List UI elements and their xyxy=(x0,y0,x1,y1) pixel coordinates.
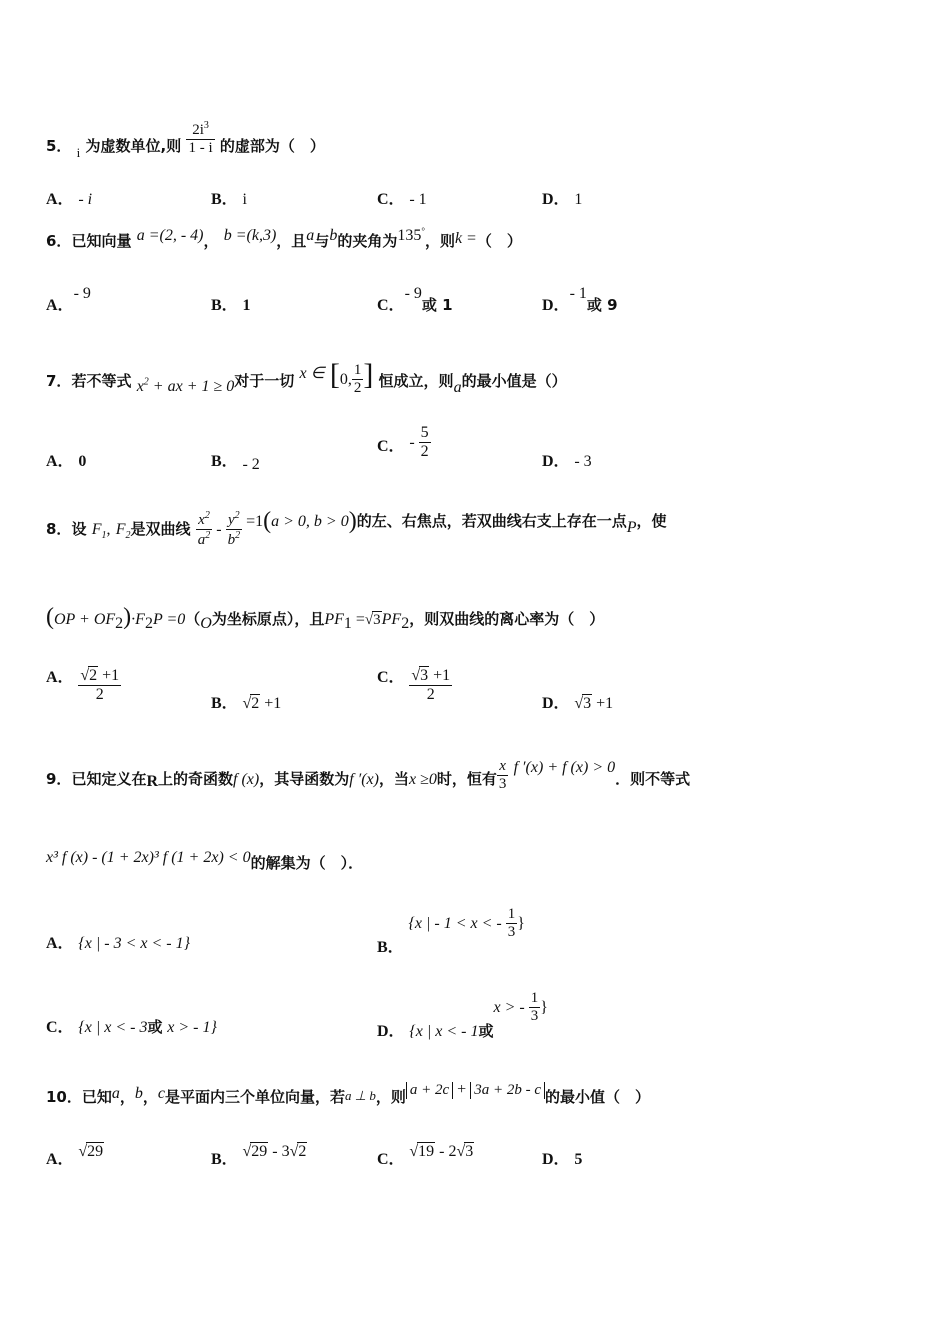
q8-frac-y: $\frac{y^2}{b^2}$ xyxy=(227,510,241,548)
q10-option-d[interactable]: D． 5 xyxy=(542,1151,583,1168)
question-6: 6．已知向量 a =(2, - 4)， b =(k,3)，且a与b的夹角为135°，则k =（ ） xyxy=(46,226,522,250)
q8-option-c[interactable]: C． $\frac{√3 +1}{2}$ xyxy=(377,667,451,703)
q7-option-c[interactable]: C． - $\frac{5}{2}$ xyxy=(377,424,429,460)
q7-number: 7． xyxy=(46,372,72,390)
q9-number: 9． xyxy=(46,770,72,788)
q9-option-d[interactable]: D． {x | x < - 1或x > - $\frac{1}{3}$ } xyxy=(377,990,548,1040)
q5-option-c[interactable]: C． - 1 xyxy=(377,191,427,208)
q5-number: 5． xyxy=(46,137,72,155)
q5-text-2: 的虚部为（ ） xyxy=(219,137,325,155)
q7-option-d[interactable]: D． - 3 xyxy=(542,453,592,470)
q10-option-a[interactable]: A． √29 xyxy=(46,1143,104,1168)
q10-option-b[interactable]: B． √29 - 3√2 xyxy=(211,1143,307,1168)
q5-option-d[interactable]: D． 1 xyxy=(542,191,583,208)
q6-number: 6． xyxy=(46,232,72,250)
q9-option-b[interactable]: B． {x | - 1 < x < - $\frac{1}{3}$ } xyxy=(377,906,525,956)
q10-option-c[interactable]: C． √19 - 2√3 xyxy=(377,1143,474,1168)
q9-option-c[interactable]: C． {x | x < - 3或 x > - 1} xyxy=(46,1018,217,1036)
question-9: 9．已知定义在R上的奇函数f (x)，其导函数为f ′(x)，当x ≥0时，恒有 $\frac{x}{3}$ f ′(x) + f (x) > 0．则不等式 xyxy=(46,758,691,792)
question-5 xyxy=(46,120,325,165)
q6-option-c[interactable]: C．- 9或 1 xyxy=(377,285,453,314)
q6-option-d[interactable]: D．- 1或 9 xyxy=(542,285,618,314)
q8-option-b[interactable]: B． √2 +1 xyxy=(211,695,282,712)
question-10: 10．已知a，b，c是平面内三个单位向量，若a ⊥ b，则 a + 2c + 3a + 2b - c 的最小值（ ） xyxy=(46,1081,650,1106)
q10-number: 10． xyxy=(46,1088,82,1106)
q6-option-a[interactable]: A．- 9 xyxy=(46,285,91,314)
q8-number: 8． xyxy=(46,520,72,538)
q6-vector-a: a =(2, - 4) xyxy=(136,227,204,244)
q8-option-a[interactable]: A． $\frac{√2 +1}{2}$ xyxy=(46,667,120,703)
q5-var-i: i xyxy=(76,145,81,160)
q9-option-a[interactable]: A． {x | - 3 < x < - 1} xyxy=(46,935,190,952)
q7-option-b[interactable]: B． - 2 xyxy=(211,453,260,473)
q5-fraction: $\frac{2i^3}{1 - i}$ xyxy=(188,120,213,156)
question-9-line-2: x³ f (x) - (1 + 2x)³ f (1 + 2x) < 0的解集为（ ）． xyxy=(46,849,364,872)
question-8-line-2: $(OP + OF_2)\cdot F_2P =0(O$为坐标原点），且$PF_1 =√3PF_2$，则双曲线的离心率为（ ） xyxy=(46,604,605,632)
question-7: 7．若不等式 $x^2$ + ax + 1 ≥ 0对于一切 x ∈ [0, $\frac{1}{2}$ ] 恒成立，则a的最小值是（） xyxy=(46,358,567,396)
q5-option-b[interactable]: B． i xyxy=(211,191,247,208)
q5-text: 为虚数单位,则 xyxy=(85,137,182,155)
q8-frac-x: $\frac{x^2}{a^2}$ xyxy=(197,510,211,548)
q7-interval: [0, $\frac{1}{2}$ ] xyxy=(329,358,374,396)
q6-option-b[interactable]: B． 1 xyxy=(211,297,251,314)
q5-option-a[interactable]: A． - i xyxy=(46,191,93,208)
q6-vector-b: b =(k,3) xyxy=(223,227,277,244)
question-8: 8．设 $F_1$, $F_2$是双曲线 $\frac{x^2}{a^2}$ - $\frac{y^2}{b^2}$ =1(a > 0, b > 0)的左、右焦点，若双曲线右支上存在一点P，使 xyxy=(46,508,667,548)
q8-option-d[interactable]: D． √3 +1 xyxy=(542,695,614,712)
q7-option-a[interactable]: A． 0 xyxy=(46,453,87,470)
q8-sqrt-3: √3 xyxy=(364,612,381,628)
